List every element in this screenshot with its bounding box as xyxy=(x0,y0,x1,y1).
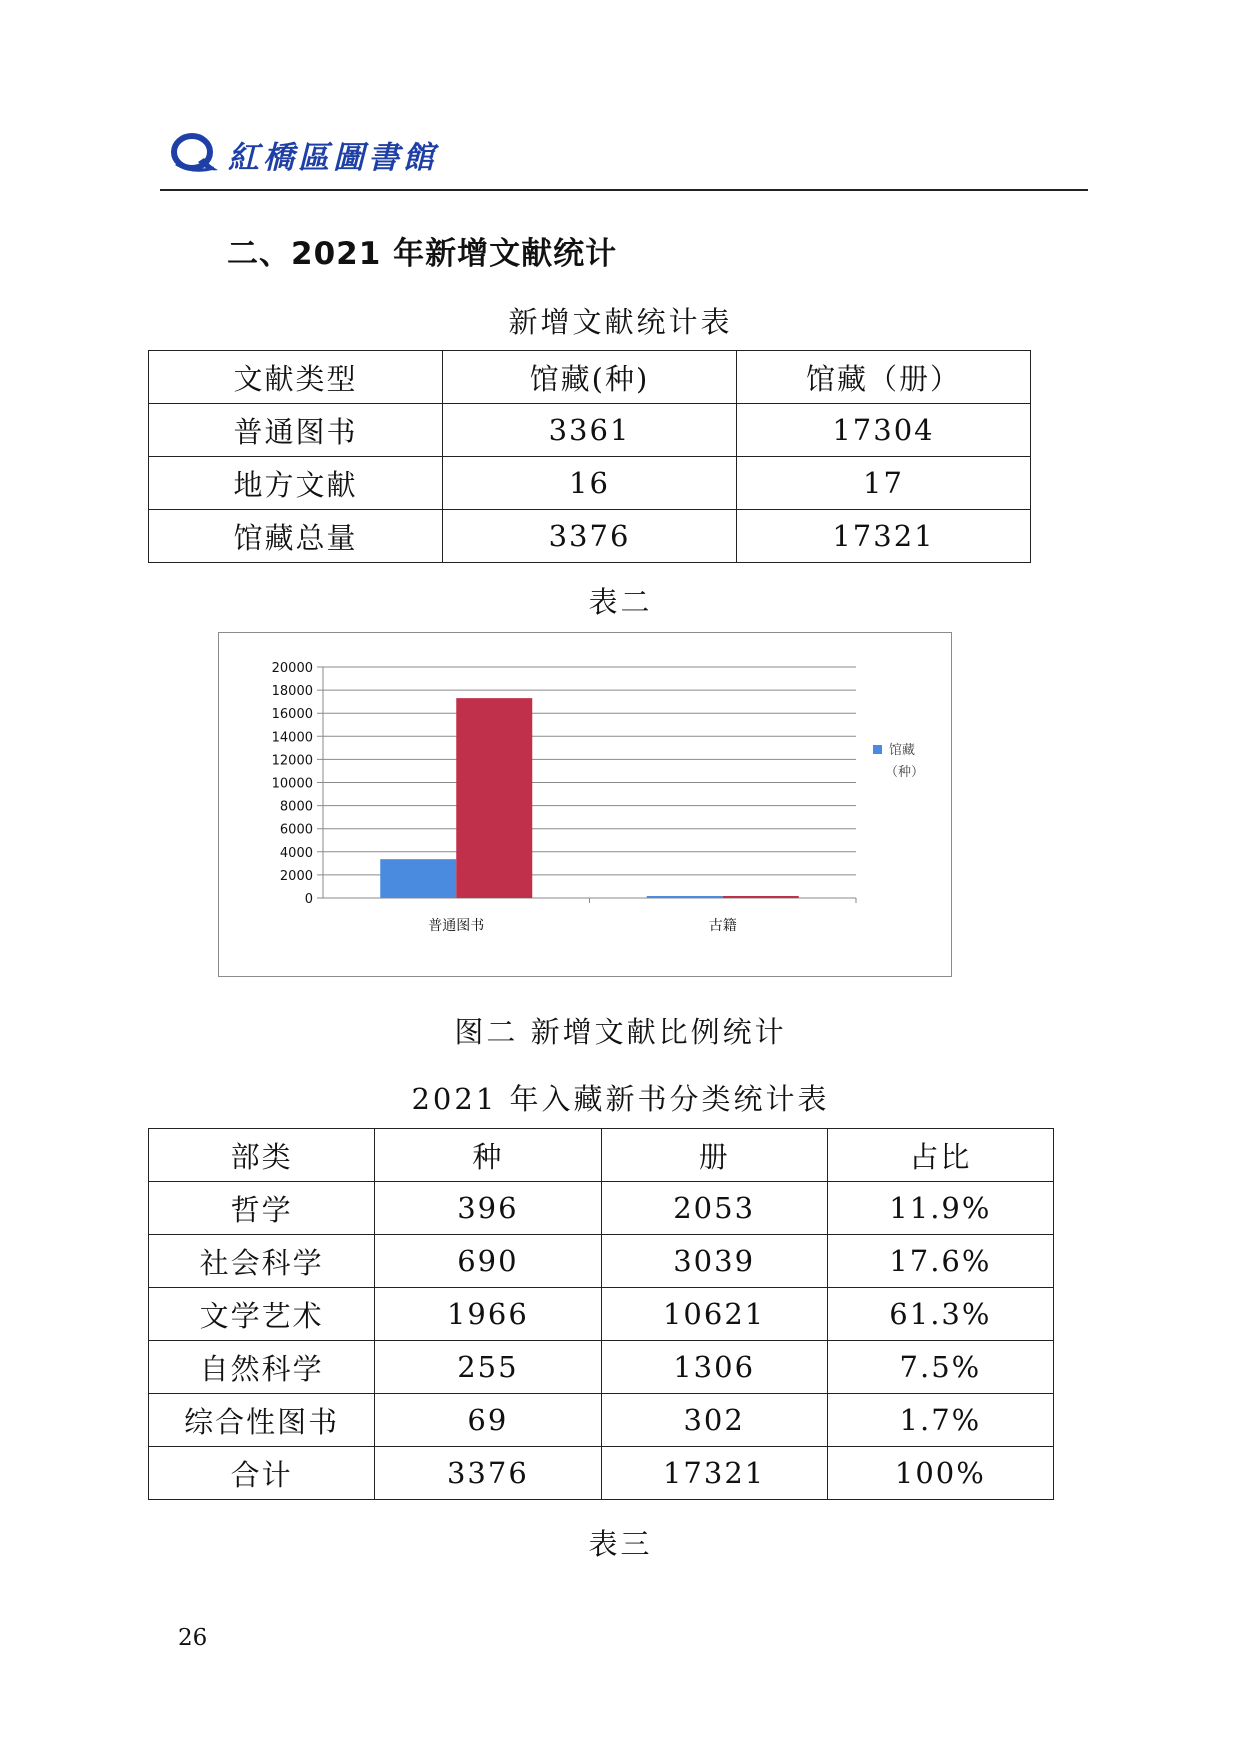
bar xyxy=(456,698,532,898)
table-cell: 馆藏总量 xyxy=(149,510,443,563)
y-tick-label: 12000 xyxy=(271,753,313,769)
table-cell: 17.6% xyxy=(827,1235,1053,1288)
y-tick-label: 6000 xyxy=(279,822,313,838)
column-header: 馆藏（册） xyxy=(737,351,1031,404)
y-tick-label: 16000 xyxy=(271,707,313,723)
table-header-row xyxy=(149,1129,1054,1182)
table-cell: 10621 xyxy=(601,1288,827,1341)
table-cell: 255 xyxy=(375,1341,601,1394)
table-cell: 302 xyxy=(601,1394,827,1447)
table-cell: 69 xyxy=(375,1394,601,1447)
column-header: 馆藏(种) xyxy=(443,351,737,404)
table-cell: 17321 xyxy=(601,1447,827,1500)
table-cell: 2053 xyxy=(601,1182,827,1235)
column-header: 种 xyxy=(375,1129,601,1182)
y-tick-label: 20000 xyxy=(271,661,313,676)
table-row xyxy=(149,1235,1054,1288)
section-heading: 二、2021 年新增文献统计 xyxy=(227,236,618,272)
y-tick-label: 14000 xyxy=(271,730,313,746)
table-cell: 社会科学 xyxy=(149,1235,375,1288)
library-logo-icon xyxy=(170,132,220,176)
y-tick-label: 10000 xyxy=(271,776,313,792)
table-row xyxy=(149,510,1031,563)
table-row xyxy=(149,457,1031,510)
header-divider xyxy=(160,189,1088,191)
table-cell: 1306 xyxy=(601,1341,827,1394)
table3-title: 2021 年入藏新书分类统计表 xyxy=(411,1082,830,1116)
legend-label: （种） xyxy=(885,765,925,780)
column-header: 册 xyxy=(601,1129,827,1182)
table-cell: 3361 xyxy=(443,404,737,457)
table-cell: 1966 xyxy=(375,1288,601,1341)
new-documents-table xyxy=(148,350,1031,563)
table-row xyxy=(149,1447,1054,1500)
table-cell: 17304 xyxy=(737,404,1031,457)
x-category-label: 古籍 xyxy=(708,918,737,934)
bar xyxy=(723,896,799,898)
bar-chart-svg xyxy=(219,633,951,976)
table-cell: 61.3% xyxy=(827,1288,1053,1341)
table2-caption: 表二 xyxy=(588,585,653,619)
table-cell: 3376 xyxy=(443,510,737,563)
bar xyxy=(380,859,456,898)
bar-chart xyxy=(218,632,952,977)
page-number: 26 xyxy=(178,1625,208,1651)
bar xyxy=(647,896,723,898)
table-cell: 综合性图书 xyxy=(149,1394,375,1447)
table-row xyxy=(149,1394,1054,1447)
table-cell: 文学艺术 xyxy=(149,1288,375,1341)
legend-label: 馆藏 xyxy=(889,743,916,758)
y-tick-label: 2000 xyxy=(279,868,313,884)
column-header: 文献类型 xyxy=(149,351,443,404)
table-cell: 3376 xyxy=(375,1447,601,1500)
table-cell: 16 xyxy=(443,457,737,510)
legend-swatch xyxy=(873,745,882,754)
y-tick-label: 0 xyxy=(304,892,313,907)
table-cell: 100% xyxy=(827,1447,1053,1500)
table-cell: 合计 xyxy=(149,1447,375,1500)
y-tick-label: 8000 xyxy=(279,799,313,815)
table-cell: 396 xyxy=(375,1182,601,1235)
table-row xyxy=(149,1341,1054,1394)
table-cell: 3039 xyxy=(601,1235,827,1288)
table-row xyxy=(149,1288,1054,1341)
table-cell: 普通图书 xyxy=(149,404,443,457)
table-cell: 17321 xyxy=(737,510,1031,563)
table-cell: 地方文献 xyxy=(149,457,443,510)
x-category-label: 普通图书 xyxy=(428,918,485,934)
figure2-caption: 图二 新增文献比例统计 xyxy=(454,1015,787,1049)
table-cell: 自然科学 xyxy=(149,1341,375,1394)
table-cell: 1.7% xyxy=(827,1394,1053,1447)
table2-title: 新增文献统计表 xyxy=(508,305,733,339)
library-name: 紅橋區圖書館 xyxy=(228,140,438,176)
y-tick-label: 4000 xyxy=(279,845,313,861)
table-row xyxy=(149,1182,1054,1235)
column-header: 占比 xyxy=(827,1129,1053,1182)
table-row xyxy=(149,404,1031,457)
table-header-row xyxy=(149,351,1031,404)
book-category-table xyxy=(148,1128,1054,1500)
table-cell: 哲学 xyxy=(149,1182,375,1235)
table-cell: 690 xyxy=(375,1235,601,1288)
table-cell: 7.5% xyxy=(827,1341,1053,1394)
y-tick-label: 18000 xyxy=(271,684,313,700)
table-cell: 11.9% xyxy=(827,1182,1053,1235)
table3-caption: 表三 xyxy=(588,1527,653,1561)
table-cell: 17 xyxy=(737,457,1031,510)
column-header: 部类 xyxy=(149,1129,375,1182)
